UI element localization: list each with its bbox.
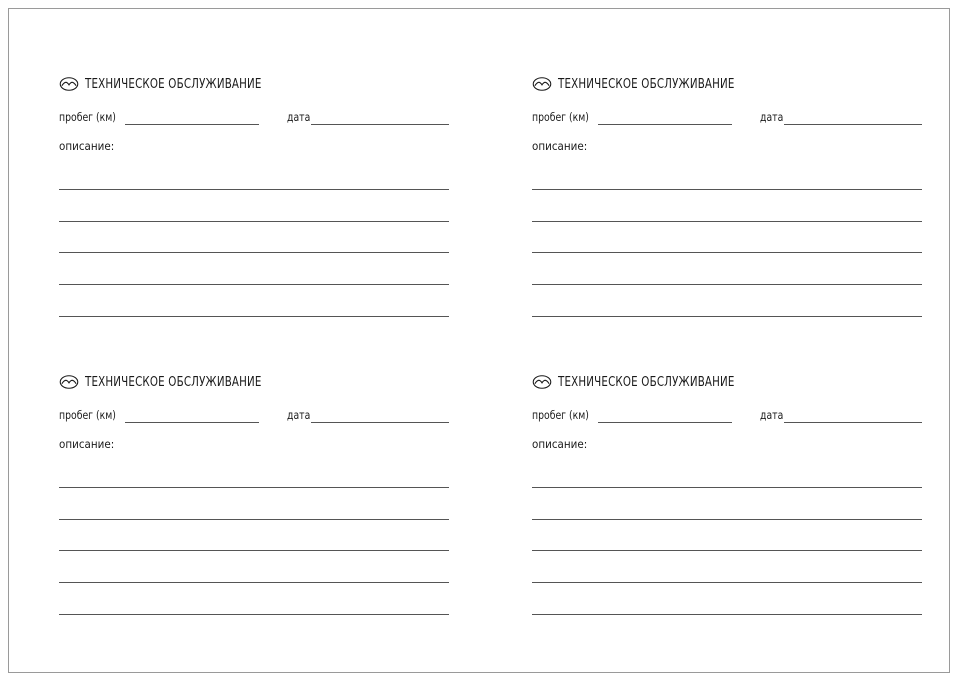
service-record-card — [532, 75, 922, 335]
description-label: описание: — [532, 139, 588, 153]
description-line[interactable] — [59, 582, 449, 583]
mazda-logo-icon — [532, 76, 552, 92]
card-title: ТЕХНИЧЕСКОЕ ОБСЛУЖИВАНИЕ — [558, 374, 735, 390]
description-line[interactable] — [59, 316, 449, 317]
mazda-logo-icon — [59, 76, 79, 92]
card-header — [532, 373, 759, 391]
date-field[interactable] — [287, 109, 449, 125]
description-label-wrap — [59, 435, 114, 449]
description-line[interactable] — [59, 487, 449, 488]
description-line[interactable] — [59, 284, 449, 285]
description-line[interactable] — [59, 519, 449, 520]
mileage-input-line[interactable] — [598, 422, 732, 423]
mileage-label: пробег (км) — [59, 408, 116, 422]
description-line[interactable] — [532, 582, 922, 583]
date-input-line[interactable] — [311, 124, 449, 125]
card-header — [59, 373, 286, 391]
description-line[interactable] — [532, 284, 922, 285]
service-log-page — [8, 8, 950, 673]
mileage-input-line[interactable] — [125, 422, 259, 423]
date-input-line[interactable] — [311, 422, 449, 423]
service-record-card — [59, 373, 449, 633]
date-field[interactable] — [287, 407, 449, 423]
date-label: дата — [760, 408, 784, 422]
service-record-card — [532, 373, 922, 633]
mazda-logo-icon — [532, 374, 552, 390]
mileage-input-line[interactable] — [598, 124, 732, 125]
description-line[interactable] — [532, 189, 922, 190]
description-line[interactable] — [532, 614, 922, 615]
description-line[interactable] — [532, 519, 922, 520]
date-input-line[interactable] — [784, 422, 922, 423]
mileage-field[interactable] — [532, 407, 732, 423]
mazda-logo-icon — [59, 374, 79, 390]
service-record-card — [59, 75, 449, 335]
mileage-field[interactable] — [59, 407, 259, 423]
card-title: ТЕХНИЧЕСКОЕ ОБСЛУЖИВАНИЕ — [85, 374, 262, 390]
description-line[interactable] — [59, 189, 449, 190]
description-line[interactable] — [59, 252, 449, 253]
description-line[interactable] — [59, 614, 449, 615]
description-label: описание: — [532, 437, 588, 451]
mileage-label: пробег (км) — [532, 408, 589, 422]
date-label: дата — [287, 110, 311, 124]
mileage-field[interactable] — [59, 109, 259, 125]
card-title: ТЕХНИЧЕСКОЕ ОБСЛУЖИВАНИЕ — [85, 76, 262, 92]
card-title: ТЕХНИЧЕСКОЕ ОБСЛУЖИВАНИЕ — [558, 76, 735, 92]
description-line[interactable] — [532, 550, 922, 551]
description-line[interactable] — [532, 316, 922, 317]
description-line[interactable] — [532, 487, 922, 488]
card-header — [59, 75, 286, 93]
description-label: описание: — [59, 139, 115, 153]
description-label-wrap — [532, 435, 587, 449]
date-field[interactable] — [760, 109, 922, 125]
date-field[interactable] — [760, 407, 922, 423]
description-line[interactable] — [532, 221, 922, 222]
description-line[interactable] — [59, 221, 449, 222]
mileage-input-line[interactable] — [125, 124, 259, 125]
date-label: дата — [287, 408, 311, 422]
date-label: дата — [760, 110, 784, 124]
card-header — [532, 75, 759, 93]
description-label: описание: — [59, 437, 115, 451]
description-label-wrap — [532, 137, 587, 151]
mileage-label: пробег (км) — [59, 110, 116, 124]
description-label-wrap — [59, 137, 114, 151]
description-line[interactable] — [59, 550, 449, 551]
description-line[interactable] — [532, 252, 922, 253]
mileage-field[interactable] — [532, 109, 732, 125]
mileage-label: пробег (км) — [532, 110, 589, 124]
date-input-line[interactable] — [784, 124, 922, 125]
